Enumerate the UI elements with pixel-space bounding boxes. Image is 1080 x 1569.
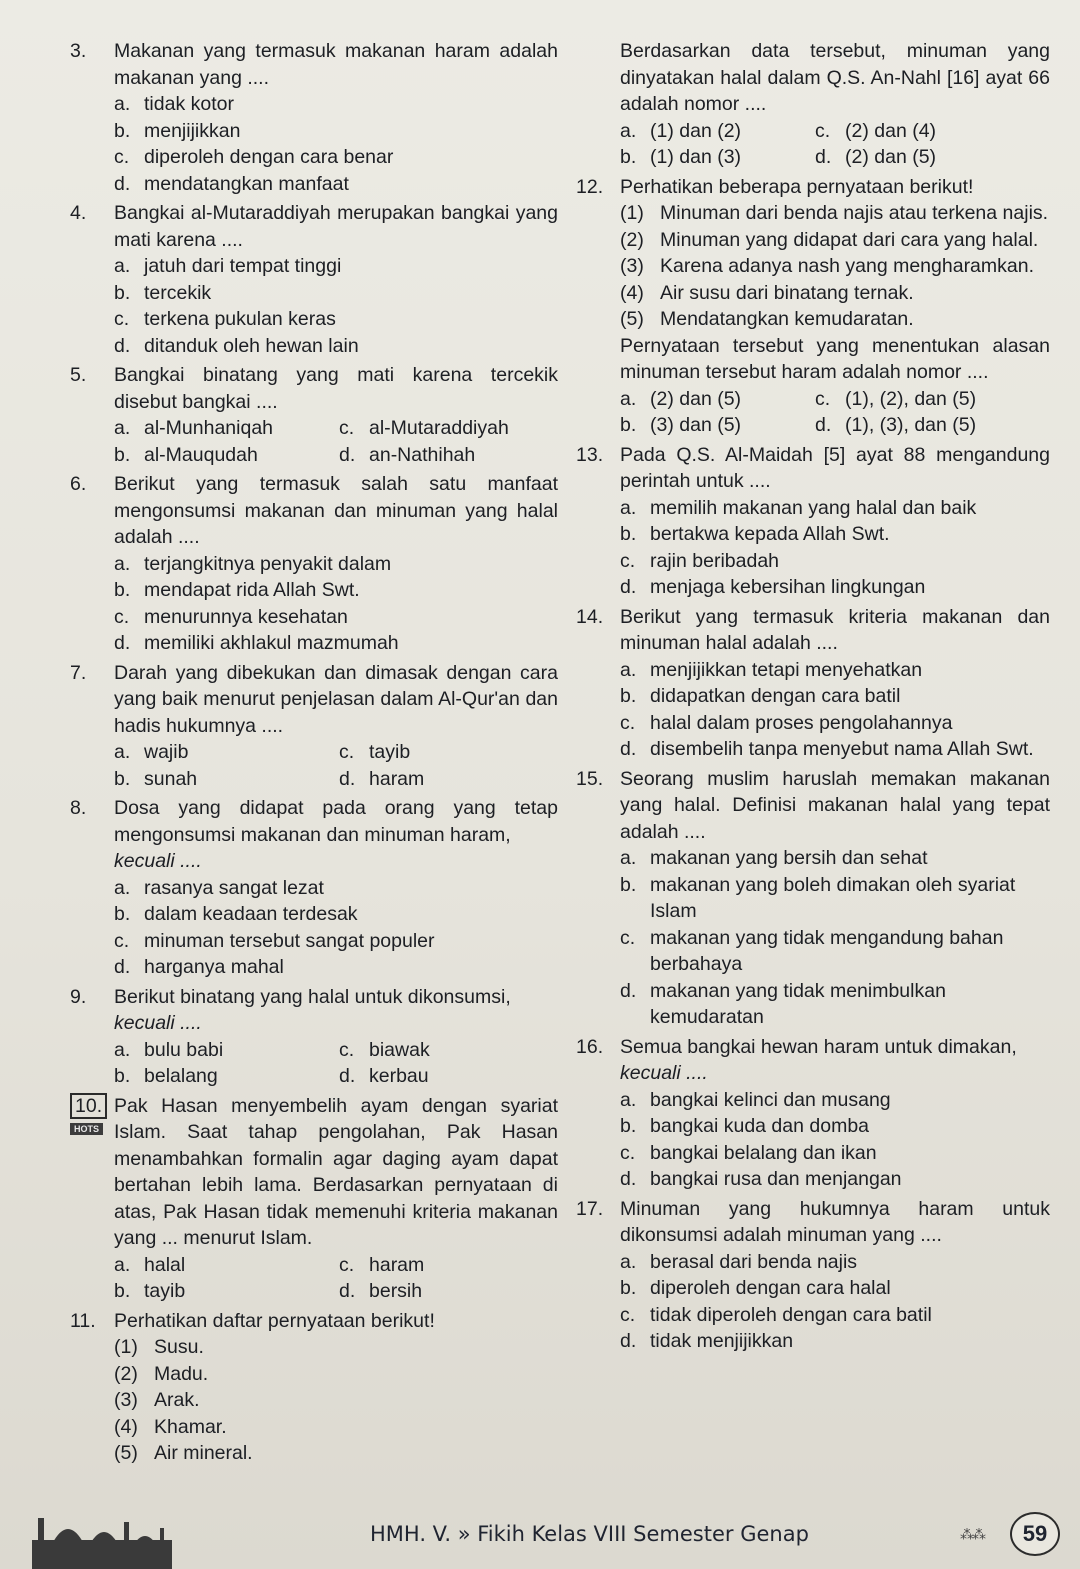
option-text: (2) dan (5): [650, 387, 742, 410]
option-letter: b.: [114, 1065, 131, 1087]
statement-item: [620, 253, 1050, 280]
option-text: menurunnya kesehatan: [144, 605, 348, 628]
option[interactable]: [114, 1278, 339, 1305]
option[interactable]: [620, 574, 1050, 601]
option-text: al-Mauqudah: [144, 443, 258, 466]
option-text: berasal dari benda najis: [650, 1250, 858, 1273]
option[interactable]: [114, 118, 558, 145]
option[interactable]: [815, 118, 1050, 145]
statement-text: Minuman yang didapat dari cara yang halal.: [660, 228, 1039, 251]
option-letter: a.: [114, 1253, 131, 1276]
option-letter: a.: [114, 255, 131, 277]
statement-text: Air mineral.: [154, 1442, 253, 1464]
option[interactable]: [620, 1328, 1050, 1355]
statement-number: (2): [114, 1362, 138, 1385]
option[interactable]: [339, 739, 558, 766]
question-text: Pak Hasan menyembelih ayam dengan syariat Islam. Saat tahap pengolahan, Pak Hasan menambahkan formalin agar daging ayam dapat bertahan lebih lama. Berdasarkan pernyataan di atas, Pak Hasan tidak memenuhi kriteria makanan yang ... menurut Islam.: [114, 1094, 558, 1249]
option[interactable]: [114, 306, 558, 333]
option-text: makanan yang bersih dan sehat: [650, 847, 928, 869]
option[interactable]: [114, 415, 339, 442]
option[interactable]: [339, 1278, 558, 1305]
option[interactable]: [620, 1249, 1050, 1276]
question-text: Perhatikan beberapa pernyataan berikut!: [620, 175, 974, 198]
statement-number: (1): [114, 1336, 138, 1358]
question-number: 17.: [576, 1197, 604, 1220]
statement-text: Arak.: [154, 1389, 200, 1411]
question-17: [576, 1196, 1050, 1355]
option-letter: d.: [114, 632, 131, 654]
statement-text: Khamar.: [154, 1415, 227, 1438]
statement-item: [620, 200, 1050, 227]
option-text: halal: [144, 1253, 186, 1276]
question-number: 10.: [70, 1093, 107, 1119]
statement-item: [620, 306, 1050, 333]
option[interactable]: [620, 495, 1050, 522]
option[interactable]: [114, 144, 558, 171]
question-exception: kecuali ....: [620, 1062, 708, 1084]
option-letter: b.: [620, 1277, 637, 1299]
question-text: [620, 1034, 1050, 1087]
option-letter: a.: [114, 417, 131, 439]
option-text: biawak: [369, 1038, 430, 1061]
option-text: rasanya sangat lezat: [144, 876, 324, 899]
option[interactable]: [114, 928, 558, 955]
option[interactable]: [620, 872, 1050, 925]
statement-number: (5): [620, 308, 644, 330]
statement-number: (1): [620, 202, 644, 224]
statement-number: (3): [114, 1389, 138, 1411]
option-letter: d.: [815, 414, 832, 436]
question-number: 8.: [70, 797, 87, 819]
statement-number: (3): [620, 255, 644, 277]
option-letter: a.: [114, 741, 131, 763]
question-4: [70, 200, 558, 359]
option-letter: c.: [620, 711, 636, 734]
option-text: mendapat rida Allah Swt.: [144, 579, 360, 601]
option[interactable]: [114, 577, 558, 604]
statement-item: [620, 227, 1050, 254]
option-text: terjangkitnya penyakit dalam: [144, 552, 392, 575]
question-5: [70, 362, 558, 468]
option-text: bangkai kuda dan domba: [650, 1115, 870, 1137]
question-text: Bangkai binatang yang mati karena tercekik disebut bangkai ....: [114, 364, 558, 413]
statement-item: [114, 1414, 558, 1441]
option[interactable]: [620, 1275, 1050, 1302]
statement-item: [114, 1440, 558, 1467]
question-text: Minuman yang hukumnya haram untuk dikonsumsi adalah minuman yang ....: [620, 1197, 1050, 1246]
option[interactable]: [620, 710, 1050, 737]
page-footer: [0, 1500, 1080, 1569]
question-text: Berikut yang termasuk kriteria makanan dan minuman halal adalah ....: [620, 605, 1050, 654]
option-letter: a.: [114, 876, 131, 899]
option-text: minuman tersebut sangat populer: [144, 929, 435, 952]
question-text: Darah yang dibekukan dan dimasak dengan cara yang baik menurut penjelasan dalam Al-Qur'an dan hadis hukumnya ....: [114, 661, 558, 737]
option-letter: c.: [114, 308, 130, 330]
left-column: [70, 38, 558, 1470]
question-7: [70, 660, 558, 793]
option-letter: b.: [620, 146, 637, 168]
option-text: rajin beribadah: [650, 549, 780, 572]
question-11: [70, 1308, 558, 1467]
question-number: 16.: [576, 1035, 604, 1058]
option-letter: d.: [114, 956, 131, 978]
statement-text: Air susu dari binatang ternak.: [660, 281, 914, 304]
option-text: terkena pukulan keras: [144, 308, 336, 330]
option[interactable]: [339, 766, 558, 793]
option-letter: a.: [114, 1038, 131, 1061]
option-letter: b.: [620, 873, 637, 896]
question-text: [114, 984, 558, 1037]
statement-number: (2): [620, 228, 644, 251]
question-number: 5.: [70, 364, 87, 386]
option-letter: d.: [339, 443, 356, 466]
option-letter: a.: [620, 1250, 637, 1273]
option-letter: c.: [620, 926, 636, 949]
option[interactable]: [339, 442, 558, 469]
option-text: bangkai kelinci dan musang: [650, 1088, 891, 1111]
option-letter: d.: [339, 767, 356, 790]
option[interactable]: [339, 1252, 558, 1279]
option[interactable]: [114, 901, 558, 928]
option[interactable]: [114, 442, 339, 469]
statement-text: Madu.: [154, 1362, 209, 1385]
option-letter: c.: [620, 1303, 636, 1326]
page-number: 59: [1022, 1521, 1048, 1546]
option-text: memilih makanan yang halal dan baik: [650, 496, 977, 519]
option[interactable]: [620, 657, 1050, 684]
statement-number: (4): [114, 1415, 138, 1438]
option[interactable]: [114, 91, 558, 118]
option-text: didapatkan dengan cara batil: [650, 685, 901, 707]
question-9: [70, 984, 558, 1090]
option[interactable]: [620, 521, 1050, 548]
option-text: disembelih tanpa menyebut nama Allah Swt.: [650, 738, 1034, 760]
option-text: kerbau: [369, 1065, 429, 1087]
option-letter: c.: [114, 605, 130, 628]
footer-label: HMH. V. » Fikih Kelas VIII Semester Genap: [370, 1522, 809, 1546]
question-text: Seorang muslim haruslah memakan makanan yang halal. Definisi makanan halal yang tepat adalah ....: [620, 767, 1050, 843]
question-text-main: Semua bangkai hewan haram untuk dimakan,: [620, 1035, 1017, 1058]
option-letter: a.: [114, 93, 131, 115]
option-letter: c.: [339, 1038, 355, 1061]
option[interactable]: [620, 144, 815, 171]
option[interactable]: [620, 683, 1050, 710]
option[interactable]: [620, 978, 1050, 1031]
statement-number: (5): [114, 1442, 138, 1464]
question-13: [576, 442, 1050, 601]
option-letter: b.: [114, 281, 131, 304]
option-letter: a.: [620, 1088, 637, 1111]
option[interactable]: [114, 1252, 339, 1279]
option-letter: d.: [620, 738, 637, 760]
right-column: [576, 38, 1050, 1358]
option-text: dalam keadaan terdesak: [144, 903, 358, 925]
option[interactable]: [114, 1063, 339, 1090]
option-text: menjijikkan tetapi menyehatkan: [650, 658, 923, 681]
option[interactable]: [620, 845, 1050, 872]
option-text: (2) dan (5): [845, 146, 937, 168]
option[interactable]: [114, 604, 558, 631]
option-letter: d.: [620, 1330, 637, 1352]
option[interactable]: [114, 253, 558, 280]
option-letter: a.: [620, 496, 637, 519]
question-text: Berikut yang termasuk salah satu manfaat mengonsumsi makanan dan minuman yang halal adalah ....: [114, 473, 558, 548]
option-text: (1) dan (2): [650, 119, 742, 142]
option-text: (3) dan (5): [650, 414, 742, 436]
option-letter: a.: [114, 552, 131, 575]
option-text: an-Nathihah: [369, 443, 476, 466]
option[interactable]: [114, 280, 558, 307]
option[interactable]: [114, 1037, 339, 1064]
option-text: bulu babi: [144, 1038, 224, 1061]
option-text: (2) dan (4): [845, 119, 937, 142]
statement-item: [620, 280, 1050, 307]
question-text-main: Berikut binatang yang halal untuk dikonsumsi,: [114, 985, 511, 1008]
question-10: [70, 1093, 558, 1305]
option-text: bertakwa kepada Allah Swt.: [650, 523, 890, 545]
option-letter: d.: [114, 334, 131, 357]
birds-icon: ⁂⁂: [960, 1526, 984, 1542]
option[interactable]: [620, 1140, 1050, 1167]
question-12: [576, 174, 1050, 439]
option[interactable]: [339, 415, 558, 442]
option[interactable]: [620, 118, 815, 145]
option-letter: d.: [620, 1168, 637, 1190]
option-text: memiliki akhlakul mazmumah: [144, 632, 399, 654]
question-number: 3.: [70, 40, 87, 62]
option[interactable]: [114, 551, 558, 578]
option[interactable]: [620, 1302, 1050, 1329]
question-15: [576, 766, 1050, 1031]
question-number: 14.: [576, 605, 604, 628]
option-text: wajib: [144, 741, 189, 763]
option[interactable]: [815, 144, 1050, 171]
option-letter: b.: [620, 523, 637, 545]
option[interactable]: [815, 386, 1050, 413]
option[interactable]: [114, 630, 558, 657]
option-letter: a.: [620, 847, 637, 869]
question-number: 7.: [70, 661, 87, 684]
option-text: tercekik: [144, 281, 212, 304]
hots-badge: HOTS: [70, 1123, 103, 1135]
question-number-wrap: [70, 1093, 114, 1252]
option-letter: b.: [114, 579, 131, 601]
question-text: [114, 795, 558, 875]
option-text: tayib: [144, 1280, 186, 1302]
question-number: 15.: [576, 767, 604, 790]
option-text: makanan yang tidak mengandung bahan berbahaya: [650, 926, 1004, 975]
statement-text: Mendatangkan kemudaratan.: [660, 308, 914, 330]
statement-text: Karena adanya nash yang mengharamkan.: [660, 255, 1035, 277]
option-text: tidak menjijikkan: [650, 1330, 794, 1352]
option-letter: b.: [114, 767, 131, 790]
option[interactable]: [114, 333, 558, 360]
option-letter: c.: [339, 741, 355, 763]
option-text: bangkai belalang dan ikan: [650, 1141, 877, 1164]
option-text: (1) dan (3): [650, 146, 742, 168]
option[interactable]: [620, 925, 1050, 978]
option[interactable]: [114, 954, 558, 981]
option-letter: c.: [339, 1253, 355, 1276]
statement-item: [114, 1387, 558, 1414]
question-text-main: Dosa yang didapat pada orang yang tetap mengonsumsi makanan dan minuman haram,: [114, 797, 558, 846]
option-text: menjijikkan: [144, 119, 241, 142]
question-exception: kecuali ....: [114, 1012, 202, 1034]
option-letter: b.: [620, 685, 637, 707]
question-6: [70, 471, 558, 657]
question-prompt: Pernyataan tersebut yang menentukan alasan minuman tersebut haram adalah nomor ....: [620, 334, 1050, 383]
option-letter: c.: [815, 119, 831, 142]
option-text: haram: [369, 767, 425, 790]
option[interactable]: [114, 739, 339, 766]
option-letter: a.: [620, 387, 637, 410]
option-text: diperoleh dengan cara halal: [650, 1277, 891, 1299]
option[interactable]: [339, 1063, 558, 1090]
option-text: menjaga kebersihan lingkungan: [650, 576, 926, 598]
question-number: 13.: [576, 443, 604, 466]
option-text: bangkai rusa dan menjangan: [650, 1168, 902, 1190]
option[interactable]: [620, 736, 1050, 763]
statement-text: Minuman dari benda najis atau terkena najis.: [660, 202, 1049, 224]
option-letter: d.: [339, 1280, 356, 1302]
option[interactable]: [114, 875, 558, 902]
option-letter: d.: [815, 146, 832, 168]
option[interactable]: [114, 766, 339, 793]
option[interactable]: [620, 1113, 1050, 1140]
statement-item: [114, 1334, 558, 1361]
question-14: [576, 604, 1050, 763]
option-text: tidak kotor: [144, 93, 234, 115]
option[interactable]: [339, 1037, 558, 1064]
option-letter: d.: [620, 979, 637, 1002]
question-text: Pada Q.S. Al-Maidah [5] ayat 88 mengandung perintah untuk ....: [620, 443, 1050, 492]
option-text: harganya mahal: [144, 956, 284, 978]
option-text: tayib: [369, 741, 411, 763]
question-number: 4.: [70, 202, 87, 224]
mosque-silhouette-icon: [32, 1500, 172, 1569]
option-text: diperoleh dengan cara benar: [144, 146, 394, 168]
option-letter: a.: [620, 119, 637, 142]
option-text: ditanduk oleh hewan lain: [144, 334, 359, 357]
option-letter: c.: [114, 146, 130, 168]
question-16: [576, 1034, 1050, 1193]
option-text: (1), (3), dan (5): [845, 414, 977, 436]
option-text: halal dalam proses pengolahannya: [650, 711, 953, 734]
option-letter: d.: [114, 172, 131, 195]
option-text: bersih: [369, 1280, 423, 1302]
option-letter: c.: [339, 417, 355, 439]
option[interactable]: [620, 386, 815, 413]
statement-item: [114, 1361, 558, 1388]
question-11-continued: [576, 38, 1050, 171]
question-text: Makanan yang termasuk makanan haram adalah makanan yang ....: [114, 40, 558, 89]
option-letter: b.: [114, 119, 131, 142]
statement-text: Susu.: [154, 1336, 204, 1358]
option-letter: d.: [339, 1065, 356, 1087]
question-text: Bangkai al-Mutaraddiyah merupakan bangkai yang mati karena ....: [114, 202, 558, 251]
option-letter: b.: [114, 1280, 131, 1302]
question-number: 11.: [70, 1309, 96, 1332]
page-number-badge: [1010, 1512, 1060, 1556]
question-exception: kecuali ....: [114, 850, 202, 872]
question-text: Perhatikan daftar pernyataan berikut!: [114, 1309, 435, 1332]
question-number: 6.: [70, 473, 87, 495]
option[interactable]: [114, 171, 558, 198]
question-number: 12.: [576, 175, 604, 198]
option[interactable]: [620, 548, 1050, 575]
option-text: makanan yang tidak menimbulkan kemudaratan: [650, 979, 946, 1028]
question-3: [70, 38, 558, 197]
option-text: tidak diperoleh dengan cara batil: [650, 1303, 932, 1326]
option-text: al-Mutaraddiyah: [369, 417, 509, 439]
option-letter: b.: [114, 903, 131, 925]
option-letter: c.: [815, 387, 831, 410]
option-letter: d.: [620, 576, 637, 598]
option-letter: b.: [620, 1115, 637, 1137]
option-text: haram: [369, 1253, 425, 1276]
statement-number: (4): [620, 281, 644, 304]
option-text: jatuh dari tempat tinggi: [144, 255, 342, 277]
option-text: belalang: [144, 1065, 218, 1087]
option[interactable]: [620, 412, 815, 439]
option[interactable]: [620, 1087, 1050, 1114]
question-8: [70, 795, 558, 981]
option-text: mendatangkan manfaat: [144, 172, 349, 195]
option-letter: c.: [620, 1141, 636, 1164]
question-number: 9.: [70, 985, 87, 1008]
option-text: (1), (2), dan (5): [845, 387, 977, 410]
option[interactable]: [620, 1166, 1050, 1193]
option-letter: c.: [620, 549, 636, 572]
option-letter: a.: [620, 658, 637, 681]
question-text: Berdasarkan data tersebut, minuman yang dinyatakan halal dalam Q.S. An-Nahl [16] ayat 66 adalah nomor ....: [620, 40, 1050, 115]
option[interactable]: [815, 412, 1050, 439]
option-text: makanan yang boleh dimakan oleh syariat Islam: [650, 873, 1016, 922]
option-letter: c.: [114, 929, 130, 952]
option-letter: b.: [114, 443, 131, 466]
option-text: al-Munhaniqah: [144, 417, 274, 439]
option-text: sunah: [144, 767, 198, 790]
option-letter: b.: [620, 414, 637, 436]
